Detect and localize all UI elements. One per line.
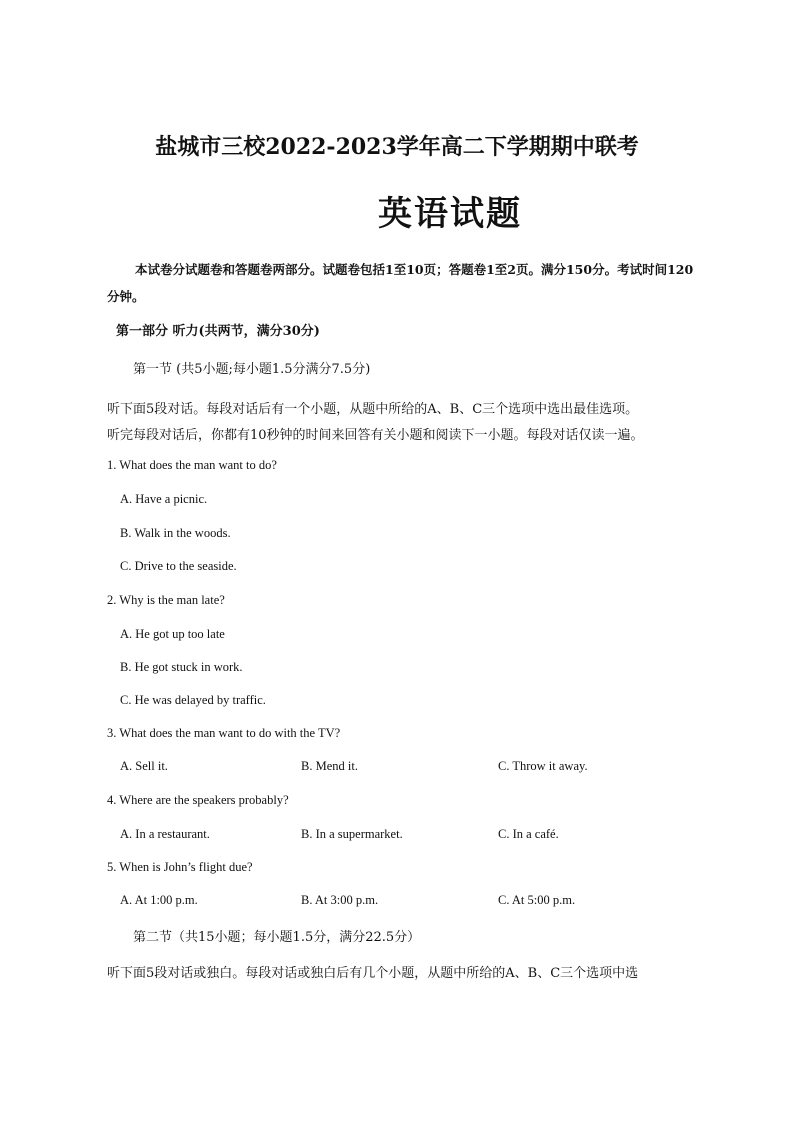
q5-option-a: A. At 1:00 p.m.	[120, 893, 198, 907]
question-3: 3. What does the man want to do with the TV?	[107, 726, 341, 740]
section-heading-2: 第二节（共15小题；每小题1.5分，满分22.5分）	[133, 930, 421, 945]
q5-option-b: B. At 3:00 p.m.	[301, 893, 379, 907]
q1-option-c: C. Drive to the seaside.	[120, 559, 237, 573]
exam-title: 盐城市三校2022-2023学年高二下学期期中联考	[155, 134, 639, 160]
q4-option-b: B. In a supermarket.	[301, 827, 403, 841]
section-heading-1: 第一节 (共5小题;每小题1.5分满分7.5分)	[133, 362, 371, 377]
question-2: 2. Why is the man late?	[107, 593, 225, 607]
exam-subtitle: 英语试题	[378, 194, 522, 234]
q1-option-a: A. Have a picnic.	[120, 492, 208, 506]
q4-option-c: C. In a café.	[498, 827, 559, 841]
q2-option-b: B. He got stuck in work.	[120, 660, 243, 674]
q5-option-c: C. At 5:00 p.m.	[498, 893, 576, 907]
part-heading: 第一部分 听力(共两节，满分30分)	[116, 324, 320, 339]
q1-option-b: B. Walk in the woods.	[120, 526, 231, 540]
section2-instruction: 听下面5段对话或独白。每段对话或独白后有几个小题，从题中所给的A、B、C三个选项中选	[107, 966, 639, 981]
q3-option-a: A. Sell it.	[120, 759, 168, 773]
q3-option-b: B. Mend it.	[301, 759, 358, 773]
question-4: 4. Where are the speakers probably?	[107, 793, 289, 807]
instruction-line-2: 听完每段对话后，你都有10秒钟的时间来回答有关小题和阅读下一小题。每段对话仅读一遍。	[107, 428, 644, 443]
q2-option-a: A. He got up too late	[120, 627, 225, 641]
q3-option-c: C. Throw it away.	[498, 759, 588, 773]
q4-option-a: A. In a restaurant.	[120, 827, 210, 841]
exam-intro: 本试卷分试题卷和答题卷两部分。试题卷包括1至10页；答题卷1至2页。满分150分。考试时间120分钟。	[107, 262, 694, 304]
instruction-line-1: 听下面5段对话。每段对话后有一个小题，从题中所给的A、B、C三个选项中选出最佳选项。	[107, 402, 639, 417]
question-1: 1. What does the man want to do?	[107, 458, 277, 472]
question-5: 5. When is John’s flight due?	[107, 860, 253, 874]
q2-option-c: C. He was delayed by traffic.	[120, 693, 266, 707]
